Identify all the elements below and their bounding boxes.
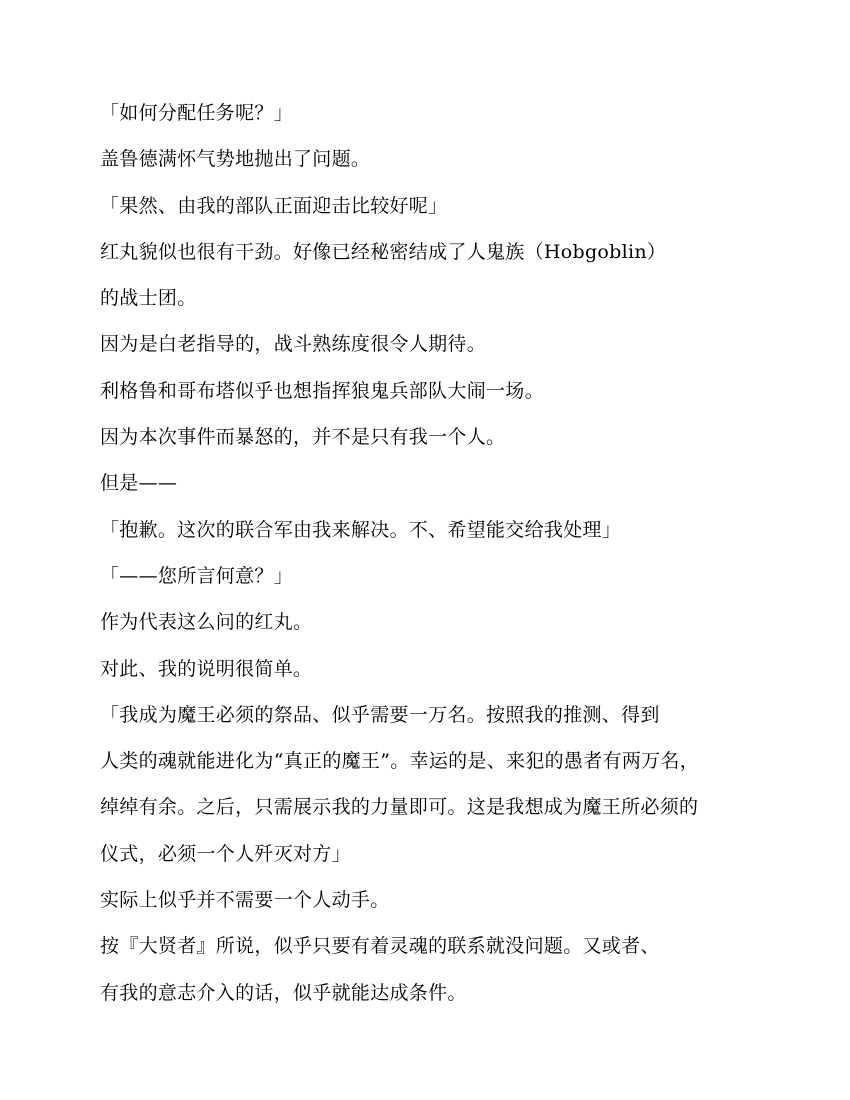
text-line-8: 因为本次事件而暴怒的，并不是只有我一个人。 xyxy=(100,426,506,449)
text-line-16: 绰绰有余。之后，只需展示我的力量即可。这是我想成为魔王所必须的 xyxy=(100,796,699,819)
text-line-1: 「如何分配任务呢？」 xyxy=(100,102,294,124)
text-line-20: 有我的意志介入的话，似乎就能达成条件。 xyxy=(100,981,467,1004)
text-line-19: 按『大贤者』所说，似乎只要有着灵魂的联系就没问题。又或者、 xyxy=(100,935,660,958)
text-line-13: 对此、我的说明很简单。 xyxy=(100,657,313,680)
text-line-18: 实际上似乎并不需要一个人动手。 xyxy=(100,889,390,912)
text-line-7: 利格鲁和哥布塔似乎也想指挥狼鬼兵部队大闹一场。 xyxy=(100,379,544,402)
text-line-5: 的战士团。 xyxy=(100,287,197,310)
text-line-9: 但是—— xyxy=(100,472,178,495)
text-line-2: 盖鲁德满怀气势地抛出了问题。 xyxy=(100,148,371,171)
text-line-11: 「——您所言何意？」 xyxy=(100,564,294,587)
text-line-15: 人类的魂就能进化为“真正的魔王”。幸运的是、来犯的愚者有两万名， xyxy=(100,750,700,773)
body-text xyxy=(100,90,760,1016)
text-line-14: 「我成为魔王必须的祭品、似乎需要一万名。按照我的推测、得到 xyxy=(100,703,660,726)
text-line-3: 「果然、由我的部队正面迎击比较好呢」 xyxy=(100,194,448,217)
text-line-17: 仪式，必须一个人歼灭对方」 xyxy=(100,842,351,865)
text-line-4: 红丸貌似也很有干劲。好像已经秘密结成了人鬼族（Hobgoblin） xyxy=(100,240,667,263)
text-line-12: 作为代表这么问的红丸。 xyxy=(100,611,313,634)
text-line-10: 「抱歉。这次的联合军由我来解决。不、希望能交给我处理」 xyxy=(100,518,622,541)
text-line-6: 因为是白老指导的，战斗熟练度很令人期待。 xyxy=(100,333,487,356)
